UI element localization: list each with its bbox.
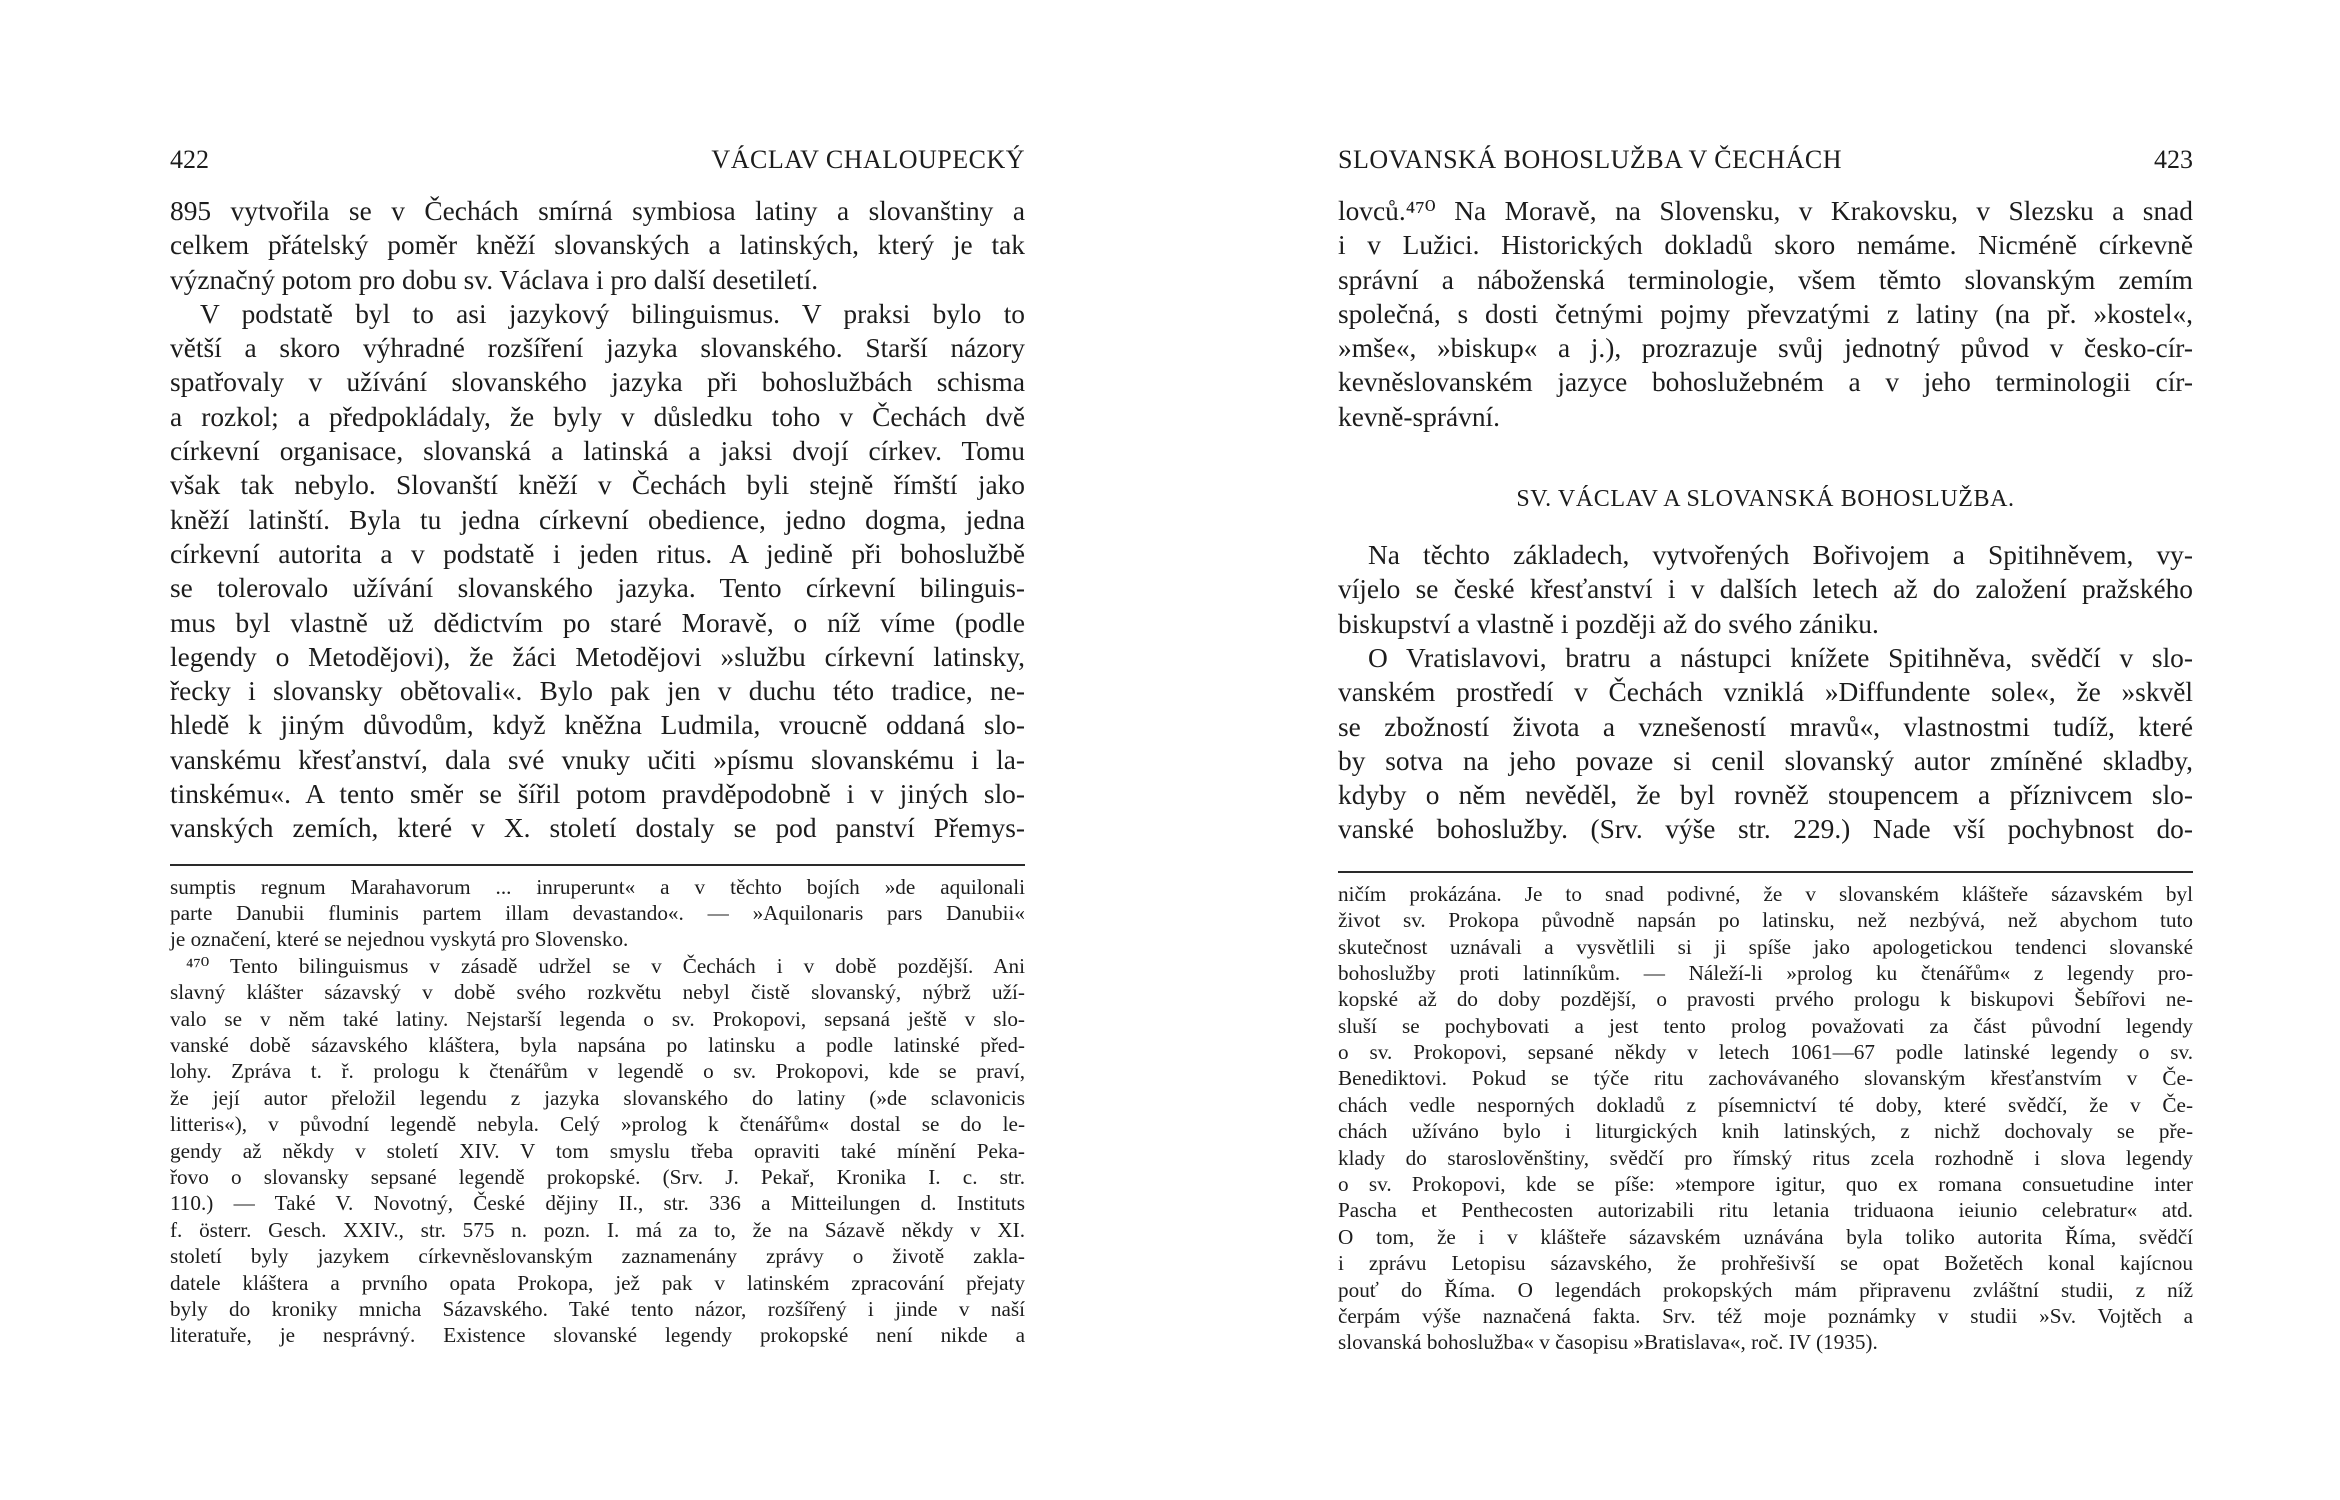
text-line: vanských zemích, které v X. století dostaly se pod panství Přemys- — [170, 813, 1025, 844]
footnote-rule — [1338, 871, 2193, 873]
text-line: vanskému křesťanství, dala své vnuky učiti »písmu slovanskému i la- — [170, 744, 1025, 775]
text-line: spatřovaly v užívání slovanského jazyka při bohoslužbách schisma — [170, 367, 1025, 398]
left-body-text — [170, 194, 1025, 846]
footnote-line: slavný klášter sázavský v době svého rozkvětu nebyl čistě slovanský, nýbrž uží- — [170, 980, 1025, 1005]
text-line: význačný potom pro dobu sv. Václava i pro další desetiletí. — [170, 264, 819, 295]
footnote-line: i zprávu Letopisu sázavského, že prohřešivší se opat Božetěch konal kajícnou — [1338, 1251, 2193, 1276]
right-page — [1338, 138, 2193, 1356]
footnote-line: kopské až do doby pozdější, o pravosti prvého prologu k biskupovi Šebířovi ne- — [1338, 987, 2193, 1012]
right-running-head: SLOVANSKÁ BOHOSLUŽBA V ČECHÁCH — [1338, 145, 1843, 174]
right-body-text-top — [1338, 194, 2193, 434]
footnote-line: je označení, které se nejednou vyskytá pro Slovensko. — [170, 927, 629, 952]
right-footnotes — [1338, 881, 2193, 1356]
text-line: víjelo se české křesťanství i v dalších letech až do založení pražského — [1338, 574, 2193, 605]
text-line: vanském prostředí v Čechách vzniklá »Diffundente sole«, že »skvěl — [1338, 677, 2193, 708]
text-line: kněží latinští. Byla tu jedna církevní obedience, jedno dogma, jedna — [170, 504, 1025, 535]
text-line: by sotva na jeho povaze si cenil slovanský autor zmíněné skladby, — [1338, 745, 2193, 776]
text-line: kdyby o něm nevěděl, že byl rovněž stoupencem a příznivcem slo- — [1338, 780, 2193, 811]
left-page — [170, 138, 1025, 1349]
text-line: řecky i slovansky obětovali«. Bylo pak jen v duchu této tradice, ne- — [170, 676, 1025, 707]
footnote-line: čerpám výše naznačená fakta. Srv. též moje poznámky v studii »Sv. Vojtěch a — [1338, 1304, 2193, 1328]
footnote-line: ničím prokázána. Je to snad podivné, že v slovanském klášteře sázavském byl — [1338, 881, 2193, 906]
footnote-line: chách užíváno bylo i liturgických knih latinských, z nichž dochovaly se pře- — [1338, 1119, 2193, 1144]
text-line: O Vratislavovi, bratru a nástupci knížete Spitihněva, svědčí v slo- — [1368, 642, 2193, 673]
footnote-line: pouť do Říma. O legendách prokopských mám připravenu zvláštní studii, z níž — [1338, 1277, 2193, 1302]
footnote-line: vanské době sázavského kláštera, byla napsána po latinsku a podle latinské před- — [170, 1032, 1025, 1057]
text-line: tinskému«. A tento směr se šířil potom pravděpodobně i v jiných slo- — [170, 779, 1025, 810]
footnote-line: sluší se pochybovati a jest tento prolog považovati za část původní legendy — [1338, 1013, 2193, 1038]
text-line: Na těchto základech, vytvořených Bořivojem a Spitihněvem, vy- — [1368, 540, 2193, 571]
footnote-line: O tom, že i v klášteře sázavském uznávána byla toliko autorita Říma, svědčí — [1338, 1224, 2193, 1249]
text-line: 895 vytvořila se v Čechách smírná symbiosa latiny a slovanštiny a — [170, 196, 1025, 226]
text-line: církevní organisace, slovanská a latinská a jaksi dvojí církev. Tomu — [170, 436, 1025, 467]
footnote-line: Pascha et Penthecosten autorizabili ritu letania triduaona ieiunio celebratur« atd. — [1338, 1198, 2193, 1223]
footnote-line: řovo o slovansky sepsané legendě prokopské. (Srv. J. Pekař, Kronika I. c. str. — [170, 1164, 1025, 1189]
footnote-line: valo se v něm také latiny. Nejstarší legenda o sv. Prokopovi, sepsaná ještě v slo- — [170, 1006, 1025, 1031]
footnote-line: o sv. Prokopovi, sepsané někdy v letech 1061—67 podle latinské legendy o sv. — [1338, 1040, 2193, 1065]
footnote-line: slovanská bohoslužba« v časopisu »Bratislava«, roč. IV (1935). — [1338, 1330, 1878, 1355]
text-line: vanské bohoslužby. (Srv. výše str. 229.) Nade vší pochybnost do- — [1338, 814, 2193, 845]
text-line: společná, s dosti četnými pojmy převzatými z latiny (na př. »kostel«, — [1338, 298, 2193, 329]
text-line: správní a náboženská terminologie, všem těmto slovanským zemím — [1338, 264, 2193, 295]
text-line: však tak nebylo. Slovanští kněží v Čechách byli stejně římští jako — [170, 470, 1025, 501]
footnote-line: parte Danubii fluminis partem illam devastando«. — »Aquilonaris pars Danubii« — [170, 901, 1025, 926]
footnote-line: život sv. Prokopa původně napsán po latinsku, než nezbývá, než abychom tuto — [1338, 908, 2193, 933]
text-line: V podstatě byl to asi jazykový bilinguismus. V praksi bylo to — [200, 298, 1025, 329]
text-line: celkem přátelský poměr kněží slovanských a latinských, který je tak — [170, 230, 1025, 261]
text-line: i v Lužici. Historických dokladů skoro nemáme. Nicméně církevně — [1338, 230, 2193, 261]
footnote-line: století byly jazykem církevněslovanským zaznamenány zprávy o životě zakla- — [170, 1244, 1025, 1269]
footnote-line: litteris«), v původní legendě nebyla. Celý »prolog k čtenářům« dostal se do le- — [170, 1112, 1025, 1137]
right-page-number: 423 — [2154, 145, 2193, 174]
section-heading: SV. VÁCLAV A SLOVANSKÁ BOHOSLUŽBA. — [1516, 486, 2015, 513]
footnote-line: ⁴⁷⁰ Tento bilinguismus v zásadě udržel se v Čechách i v době pozdější. Ani — [186, 953, 1025, 978]
left-footnotes — [170, 874, 1025, 1349]
text-line: kevně-správní. — [1338, 401, 1501, 432]
footnote-line: literatuře, je nesprávný. Existence slovanské legendy prokopské není nikde a — [170, 1323, 1025, 1348]
footnote-line: lohy. Zpráva t. ř. prologu k čtenářům v legendě o sv. Prokopovi, kde se praví, — [170, 1059, 1025, 1084]
text-line: větší a skoro výhradné rozšíření jazyka slovanského. Starší názory — [170, 333, 1025, 364]
left-page-number: 422 — [170, 145, 209, 174]
footnote-line: byly do kroniky mnicha Sázavského. Také tento názor, rozšířený i jinde v naší — [170, 1296, 1025, 1321]
footnote-rule — [170, 864, 1025, 866]
footnote-line: klady do staroslověnštiny, svědčí pro římský ritus zcela rozhodně i slova legendy — [1338, 1145, 2193, 1170]
footnote-line: sumptis regnum Marahavorum ... inruperunt« a v těchto bojích »de aquilonali — [170, 874, 1025, 899]
right-page-header — [1338, 138, 2193, 182]
footnote-line: 110.) — Také V. Novotný, České dějiny II., str. 336 a Mitteilungen d. Instituts — [170, 1191, 1025, 1216]
footnote-line: o sv. Prokopovi, kde se píše: »tempore igitur, quo ex romana consuetudine inter — [1338, 1172, 2193, 1197]
text-line: a rozkol; a předpokládaly, že byly v důsledku toho v Čechách dvě — [170, 401, 1025, 432]
text-line: biskupství a vlastně i později až do svého zániku. — [1338, 608, 1879, 639]
text-line: hledě k jiným důvodům, když kněžna Ludmila, vroucně oddaná slo- — [170, 710, 1025, 741]
text-line: kevněslovanském jazyce bohoslužebném a v jeho terminologii cír- — [1338, 367, 2193, 398]
text-line: se tolerovalo užívání slovanského jazyka. Tento církevní bilinguis- — [170, 573, 1025, 604]
text-line: »mše«, »biskup« a j.), prozrazuje svůj jednotný původ v česko-cír- — [1338, 333, 2193, 364]
left-running-head: VÁCLAV CHALOUPECKÝ — [711, 145, 1025, 174]
footnote-line: že její autor přeložil legendu z jazyka slovanského do latiny (»de sclavonicis — [170, 1085, 1025, 1110]
footnote-line: chách vedle nesporných dokladů z písemnictví té doby, které svědčí, že v Če- — [1338, 1092, 2193, 1117]
footnote-line: skutečnost uznávali a vysvětlili si ji spíše jako apologetickou tendenci slovanské — [1338, 934, 2193, 959]
footnote-line: Benediktovi. Pokud se týče ritu zachovávaného slovanským křesťanstvím v Če- — [1338, 1066, 2193, 1091]
text-line: se zbožností života a vznešeností mravů«, vlastnostmi tudíž, které — [1338, 711, 2193, 742]
footnote-line: datele kláštera a prvního opata Prokopa, jež pak v latinském zpracování přejaty — [170, 1270, 1025, 1295]
footnote-line: f. österr. Gesch. XXIV., str. 575 n. pozn. I. má za to, že na Sázavě někdy v XI. — [170, 1217, 1025, 1242]
footnote-line: gendy až někdy v století XIV. V tom smyslu třeba opraviti také mínění Peka- — [170, 1138, 1025, 1163]
text-line: mus byl vlastně už dědictvím po staré Moravě, o níž víme (podle — [170, 607, 1025, 638]
text-line: legendy o Metodějovi), že žáci Metodějovi »službu církevní latinsky, — [170, 641, 1025, 672]
text-line: lovců.⁴⁷⁰ Na Moravě, na Slovensku, v Krakovsku, v Slezsku a snad — [1338, 196, 2193, 226]
text-line: církevní autorita a v podstatě i jeden ritus. A jedině při bohoslužbě — [170, 538, 1025, 569]
left-page-header — [170, 138, 1025, 182]
footnote-line: bohoslužby proti latinníkům. — Náleží-li »prolog ku čtenářům« z legendy pro- — [1338, 960, 2193, 985]
right-body-text-bottom — [1338, 538, 2193, 847]
